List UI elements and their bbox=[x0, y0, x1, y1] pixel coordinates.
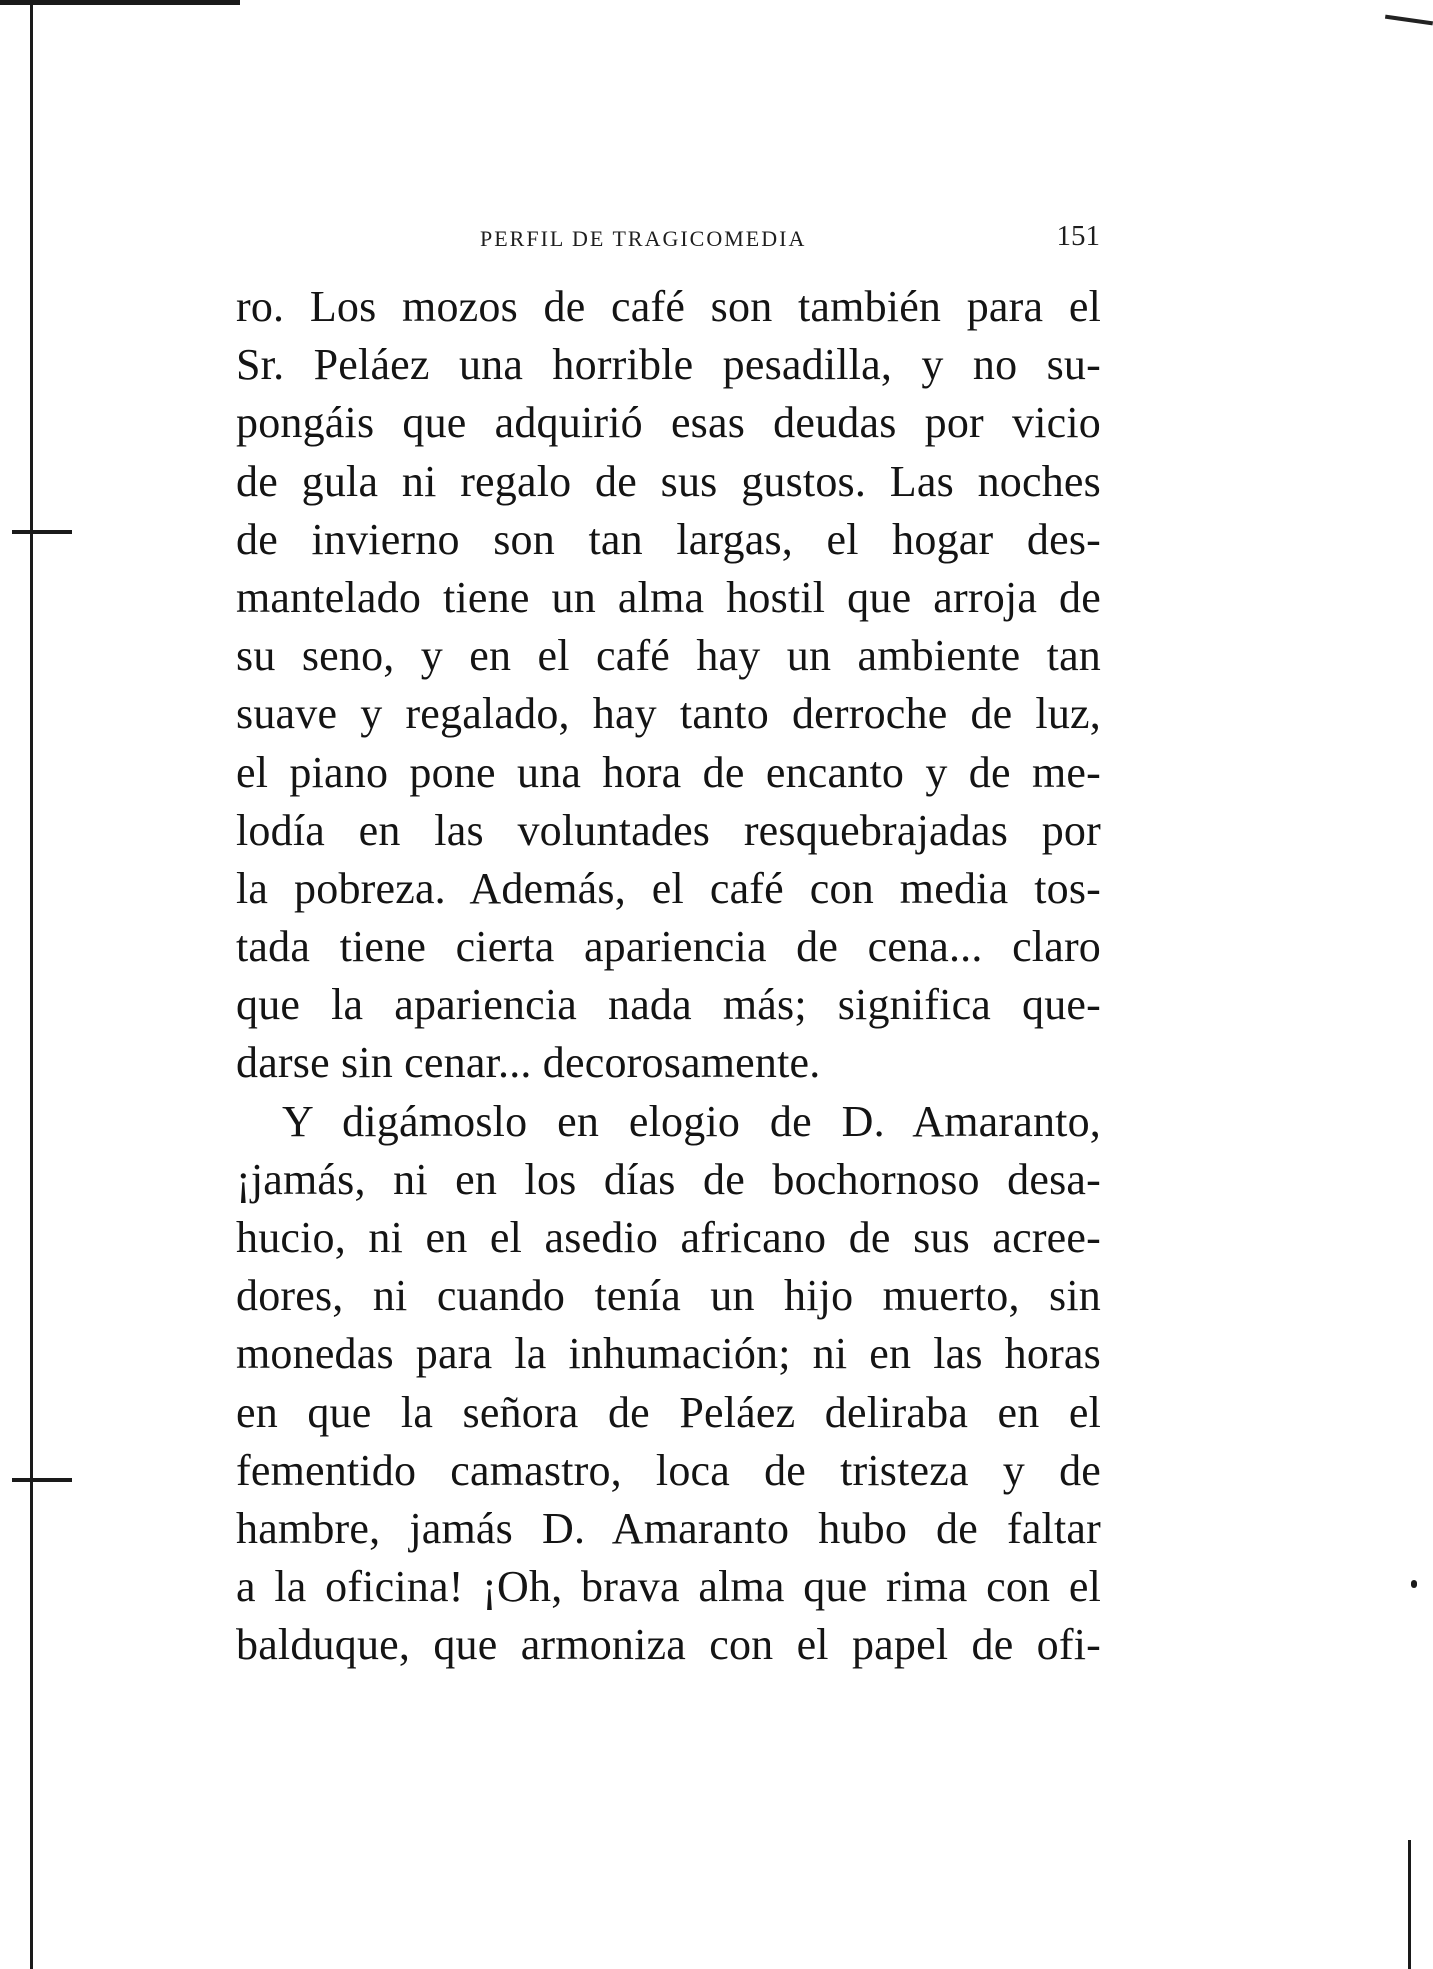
running-head bbox=[240, 220, 1100, 260]
text-line: tada tiene cierta apariencia de cena... claro bbox=[236, 922, 1101, 972]
text-line: ¡jamás, ni en los días de bochornoso desa- bbox=[236, 1154, 1101, 1204]
paragraph-2 bbox=[236, 1093, 1101, 1675]
body-text bbox=[236, 278, 1101, 1675]
text-line: ro. Los mozos de café son también para el bbox=[236, 282, 1101, 331]
text-line: Sr. Peláez una horrible pesadilla, y no su- bbox=[236, 340, 1101, 390]
text-line: fementido camastro, loca de tristeza y de bbox=[236, 1445, 1101, 1495]
text-line: en que la señora de Peláez deliraba en el bbox=[236, 1387, 1101, 1437]
text-line: a la oficina! ¡Oh, brava alma que rima con el bbox=[236, 1562, 1101, 1612]
top-margin-rule bbox=[0, 0, 240, 5]
text-line: de gula ni regalo de sus gustos. Las noches bbox=[236, 456, 1101, 506]
text-line: pongáis que adquirió esas deudas por vicio bbox=[236, 398, 1101, 448]
text-line: hucio, ni en el asedio africano de sus acree- bbox=[236, 1213, 1101, 1262]
text-line: mantelado tiene un alma hostil que arroja de bbox=[236, 572, 1101, 622]
text-line: lodía en las voluntades resquebrajadas por bbox=[236, 805, 1101, 855]
page-number: 151 bbox=[1056, 220, 1100, 252]
text-line: balduque, que armoniza con el papel de ofi- bbox=[236, 1620, 1101, 1670]
text-line: Y digámoslo en elogio de D. Amaranto, bbox=[282, 1096, 1101, 1146]
text-line: hambre, jamás D. Amaranto hubo de faltar bbox=[236, 1503, 1101, 1553]
margin-tick-mark bbox=[12, 1478, 72, 1482]
text-line: darse sin cenar... decorosamente. bbox=[236, 1038, 821, 1088]
margin-tick-mark bbox=[12, 530, 72, 534]
text-line: dores, ni cuando tenía un hijo muerto, sin bbox=[236, 1271, 1101, 1321]
top-right-mark bbox=[1385, 15, 1433, 26]
text-line: su seno, y en el café hay un ambiente tan bbox=[236, 631, 1101, 681]
text-line: el piano pone una hora de encanto y de me- bbox=[236, 747, 1101, 797]
text-line: monedas para la inhumación; ni en las horas bbox=[236, 1329, 1101, 1379]
paragraph-1 bbox=[236, 278, 1101, 1093]
ink-speck bbox=[1411, 1580, 1417, 1588]
bottom-right-rule bbox=[1408, 1840, 1411, 1969]
text-line: la pobreza. Además, el café con media tos- bbox=[236, 863, 1101, 913]
text-line: suave y regalado, hay tanto derroche de luz, bbox=[236, 689, 1101, 739]
text-line: que la apariencia nada más; significa que- bbox=[236, 980, 1101, 1030]
left-margin-rule bbox=[30, 0, 33, 1969]
text-line: de invierno son tan largas, el hogar des- bbox=[236, 514, 1101, 564]
running-title: PERFIL DE TRAGICOMEDIA bbox=[480, 226, 807, 251]
